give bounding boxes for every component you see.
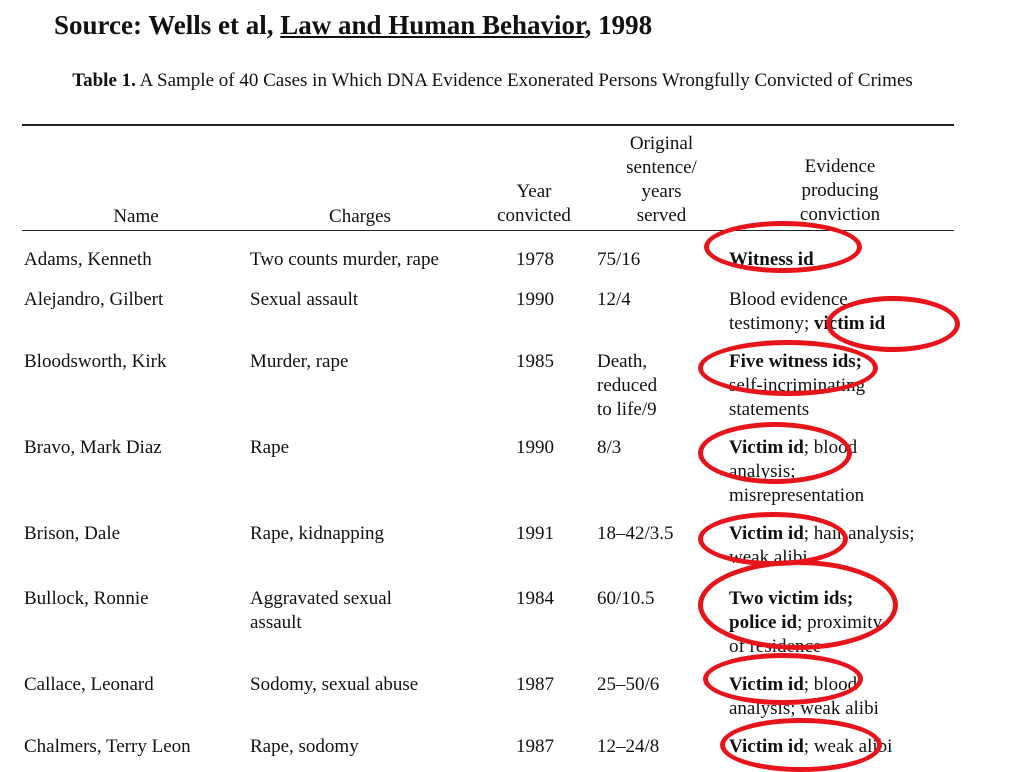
cell-sentence-line: reduced [597, 375, 658, 396]
cell-evidence [729, 436, 864, 508]
cell-name: Brison, Dale [24, 523, 121, 544]
header-sentence-line: Original [629, 133, 694, 154]
cell-charges [250, 436, 289, 460]
cell-charges-line: Two counts murder, rape [250, 249, 439, 270]
evidence-text: of residence [729, 636, 822, 657]
cell-evidence [729, 350, 865, 422]
cell-evidence-line [729, 436, 864, 460]
cell-evidence-line [729, 546, 915, 570]
evidence-text: ; hair analysis; [803, 523, 915, 544]
cell-charges [250, 587, 392, 635]
source-prefix: Source: Wells et al, [54, 10, 281, 40]
cell-sentence [597, 288, 631, 312]
evidence-highlight: victim id [813, 313, 886, 334]
cell-charges-line: Murder, rape [250, 351, 349, 372]
cell-evidence-line [729, 312, 885, 336]
cell-charges [250, 522, 384, 546]
cell-sentence [597, 436, 621, 460]
cell-sentence-line: 12/4 [597, 289, 631, 310]
cell-sentence-line: 25–50/6 [597, 674, 660, 695]
cell-sentence-line: 75/16 [597, 249, 641, 270]
cell-charges-line: Rape, sodomy [250, 736, 359, 757]
cell-evidence-line [729, 635, 882, 659]
cell-sentence [597, 587, 655, 611]
cell-year: 1984 [516, 588, 554, 609]
cell-year: 1987 [516, 736, 554, 757]
table-caption-text: A Sample of 40 Cases in Which DNA Evidence Exonerated Persons Wrongfully Convicted of Crimes [139, 70, 913, 91]
cell-evidence-line [729, 374, 865, 398]
cell-sentence-line: to life/9 [597, 399, 657, 420]
evidence-text: Blood evidence [729, 289, 848, 310]
table-top-rule [22, 124, 954, 126]
cell-evidence-line [729, 460, 864, 484]
cell-sentence-line: 12–24/8 [597, 736, 660, 757]
cell-name: Chalmers, Terry Leon [24, 736, 191, 757]
header-year-line: convicted [497, 205, 571, 226]
evidence-text: testimony; [729, 313, 814, 334]
evidence-text: ; blood [803, 674, 858, 695]
header-name: Name [113, 206, 159, 227]
cell-sentence [597, 673, 659, 697]
evidence-highlight: Witness id [729, 249, 814, 270]
cell-evidence-line [729, 398, 865, 422]
cell-charges-line: Sexual assault [250, 289, 359, 310]
cell-charges [250, 288, 358, 312]
header-sentence [604, 132, 719, 228]
evidence-text: analysis; [729, 461, 796, 482]
cell-name: Callace, Leonard [24, 674, 154, 695]
cell-evidence-line [729, 587, 882, 611]
cell-evidence-line [729, 735, 892, 759]
cell-sentence [597, 522, 674, 546]
evidence-highlight: Victim id [729, 736, 804, 757]
cell-year: 1987 [516, 674, 554, 695]
header-charges: Charges [329, 206, 391, 227]
cell-charges-line: assault [250, 612, 302, 633]
header-sentence-line: sentence/ [626, 157, 697, 178]
evidence-highlight: police id [729, 612, 798, 633]
evidence-text: self-incriminating [729, 375, 866, 396]
header-sentence-line: served [636, 205, 687, 226]
cell-evidence [729, 587, 882, 659]
cell-charges [250, 673, 418, 697]
evidence-text: misrepresentation [729, 485, 865, 506]
cell-charges-line: Aggravated sexual [250, 588, 392, 609]
cell-evidence-line [729, 248, 814, 272]
header-evidence-line: conviction [799, 204, 881, 225]
cell-name: Adams, Kenneth [24, 249, 152, 270]
evidence-text: statements [729, 399, 810, 420]
cell-sentence-line: Death, [597, 351, 648, 372]
evidence-text: analysis; weak alibi [729, 698, 879, 719]
cell-evidence [729, 248, 814, 272]
cell-sentence [597, 735, 659, 759]
evidence-highlight: Victim id [729, 523, 804, 544]
cell-sentence-line: 8/3 [597, 437, 622, 458]
cell-evidence-line [729, 697, 879, 721]
cell-name: Alejandro, Gilbert [24, 289, 164, 310]
cell-evidence-line [729, 484, 864, 508]
evidence-text: ; weak alibi [803, 736, 893, 757]
cell-sentence [597, 248, 640, 272]
cell-charges [250, 735, 359, 759]
cell-evidence-line [729, 522, 915, 546]
cell-evidence [729, 522, 915, 570]
cell-year: 1991 [516, 523, 554, 544]
header-evidence [775, 155, 905, 227]
table-caption [30, 68, 955, 93]
evidence-text: ; proximity [797, 612, 883, 633]
cell-sentence-line: 60/10.5 [597, 588, 655, 609]
cell-evidence-line [729, 350, 865, 374]
evidence-text: weak alibi [729, 547, 808, 568]
cell-evidence [729, 288, 885, 336]
cell-charges-line: Rape [250, 437, 290, 458]
header-evidence-line: Evidence [804, 156, 876, 177]
source-title [54, 10, 652, 41]
cell-name: Bullock, Ronnie [24, 588, 149, 609]
source-journal: Law and Human Behavior [280, 10, 585, 40]
cell-evidence-line [729, 673, 879, 697]
source-suffix: , 1998 [584, 10, 653, 40]
cell-year: 1978 [516, 249, 554, 270]
cell-evidence-line [729, 288, 885, 312]
header-sentence-line: years [641, 181, 682, 202]
evidence-text: ; blood [803, 437, 858, 458]
cell-charges-line: Sodomy, sexual abuse [250, 674, 419, 695]
cell-sentence-line: 18–42/3.5 [597, 523, 674, 544]
cell-evidence-line [729, 611, 882, 635]
cell-charges [250, 248, 439, 272]
cell-name: Bravo, Mark Diaz [24, 437, 162, 458]
cell-charges-line: Rape, kidnapping [250, 523, 385, 544]
evidence-highlight: Five witness ids; [729, 351, 862, 372]
cell-year: 1985 [516, 351, 554, 372]
cell-evidence [729, 735, 892, 759]
cell-charges [250, 350, 348, 374]
cell-name: Bloodsworth, Kirk [24, 351, 167, 372]
cell-sentence [597, 350, 657, 422]
table-header-rule [22, 230, 954, 231]
table-label: Table 1. [72, 70, 136, 91]
cell-year: 1990 [516, 289, 554, 310]
evidence-highlight: Victim id [729, 674, 804, 695]
cell-evidence [729, 673, 879, 721]
evidence-highlight: Victim id [729, 437, 804, 458]
header-year-line: Year [516, 181, 552, 202]
header-evidence-line: producing [801, 180, 879, 201]
cell-year: 1990 [516, 437, 554, 458]
header-year [484, 180, 584, 228]
evidence-highlight: Two victim ids; [729, 588, 854, 609]
